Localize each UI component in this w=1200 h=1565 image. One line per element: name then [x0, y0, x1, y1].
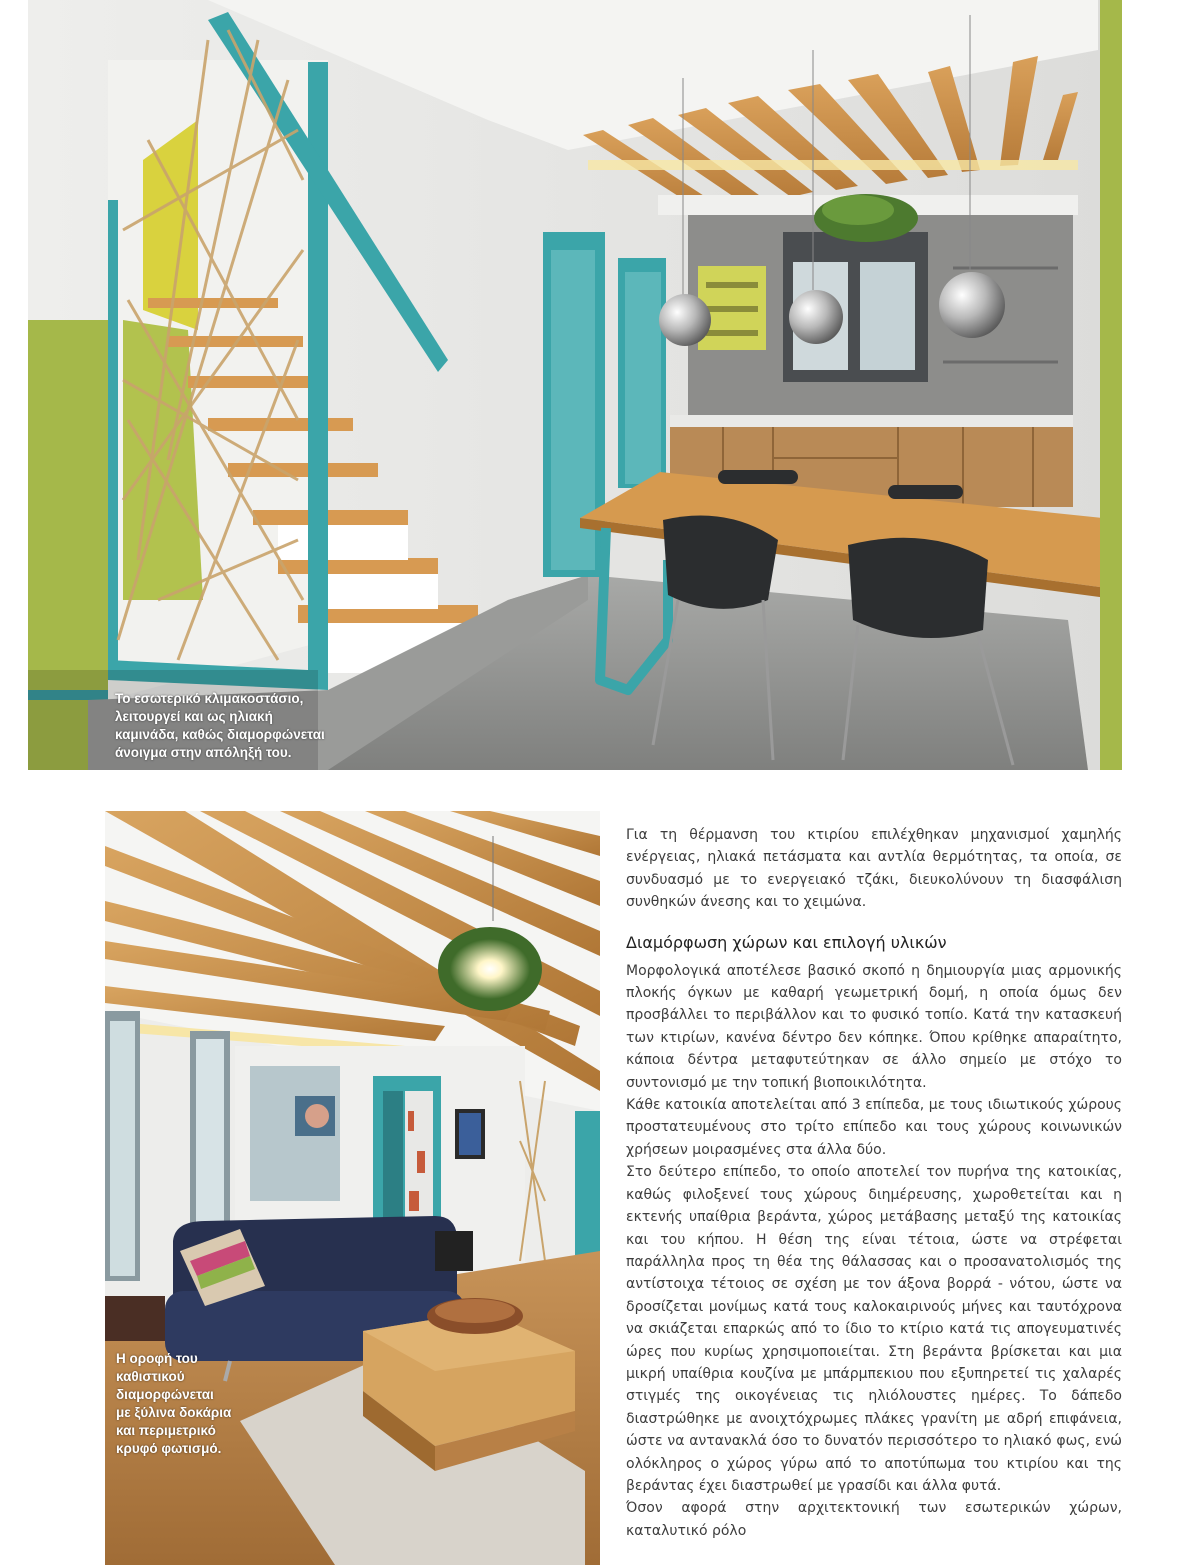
article-column	[626, 824, 1122, 1542]
article-intro: Για τη θέρμανση του κτιρίου επιλέχθηκαν μηχανισμοί χαμηλής ενέργειας, ηλιακά πετάσματα και αντλία θερμότητας, τα οποία, σε συνδυασμό με το ενεργειακό τζάκι, διευκολύνουν τη διασφάλιση συνθηκών άνεσης και το χειμώνα.	[626, 827, 1122, 911]
staircase-photo-caption	[115, 690, 325, 762]
caption-line: καθιστικού	[116, 1369, 185, 1384]
article-paragraph: Όσον αφορά στην αρχιτεκτονική των εσωτερικών χώρων, καταλυτικό ρόλο	[626, 1500, 1122, 1539]
staircase-kitchen-photo	[28, 0, 1122, 770]
caption-line: με ξύλινα δοκάρια	[116, 1405, 232, 1420]
caption-line: λειτουργεί και ως ηλιακή	[115, 709, 273, 724]
caption-line: κρυφό φωτισμό.	[116, 1441, 222, 1456]
living-room-photo-caption	[116, 1350, 231, 1458]
caption-line: Η οροφή του	[116, 1351, 198, 1366]
article-paragraph: Μορφολογικά αποτέλεσε βασικό σκοπό η δημιουργία μιας αρμονικής πλοκής όγκων με καθαρή γεωμετρική δομή, η οποία όμως δεν προσβάλλει το περιβάλλον και το φυσικό τοπίο. Κατά την κατασκευή των κτιρίων, κανένα δέντρο δεν κόπηκε. Όπου κρίθηκε απαραίτητο, κάποια δέντρα μεταφυτεύτηκαν σε άλλο σημείο με στόχο το συντονισμό με την τοπική βιοποικιλότητα.	[626, 962, 1122, 1091]
article-paragraph: Στο δεύτερο επίπεδο, το οποίο αποτελεί τον πυρήνα της κατοικίας, καθώς φιλοξενεί τους χώρους διημέρευσης, χωροθετείται και η εκτενής υπαίθρια βεράντα, χώρος μετάβασης μεταξύ της κατοικίας και του κήπου. Η θέση της είναι τέτοια, ώστε να στρέφεται παράλληλα προς τη θέα της θάλασσας και ο προσανατολισμός της αντίστοιχα τέτοιος σε σχέση με τον άξονα βορρά - νότου, ώστε να δροσίζεται μονίμως κατά τους καλοκαιρινούς μήνες και ταυτόχρονα να σκιάζεται επαρκώς από το ίδιο το κτίριο κατά τις απογευματινές ώρες που κυρίως χρησιμοποιείται. Στη βεράντα βρίσκεται και μια μικρή υπαίθρια κουζίνα με μπάρμπεκιου που εξυπηρετεί τις χαλαρές στιγμές της οικογένειας τις ηλιόλουστες ημέρες. Το δάπεδο διαστρώθηκε με ανοιχτόχρωμες πλάκες γρανίτη με αδρή επιφάνεια, ώστε να αντανακλά όσο το δυνατόν περισσότερο το ηλιακό φως, ενώ ολόκληρος ο χώρος γύρω από το αποτύπωμα του κτιρίου και της βεράντας έχει διαστρωθεί με γρασίδι και άλλα φυτά.	[626, 1164, 1122, 1494]
caption-line: άνοιγμα στην απόληξή του.	[115, 745, 292, 760]
caption-line: καμινάδα, καθώς διαμορφώνεται	[115, 727, 325, 742]
caption-line: και περιμετρικό	[116, 1423, 216, 1438]
article-paragraph: Κάθε κατοικία αποτελείται από 3 επίπεδα, με τους ιδιωτικούς χώρους προστατευμένους στο τρίτο επίπεδο και τους χώρους κοινωνικών χρήσεων μοιρασμένες στα άλλα δύο.	[626, 1097, 1122, 1158]
section-heading: Διαμόρφωση χώρων και επιλογή υλικών	[626, 932, 947, 952]
caption-line: Το εσωτερικό κλιμακοστάσιο,	[115, 691, 304, 706]
caption-line: διαμορφώνεται	[116, 1387, 214, 1402]
